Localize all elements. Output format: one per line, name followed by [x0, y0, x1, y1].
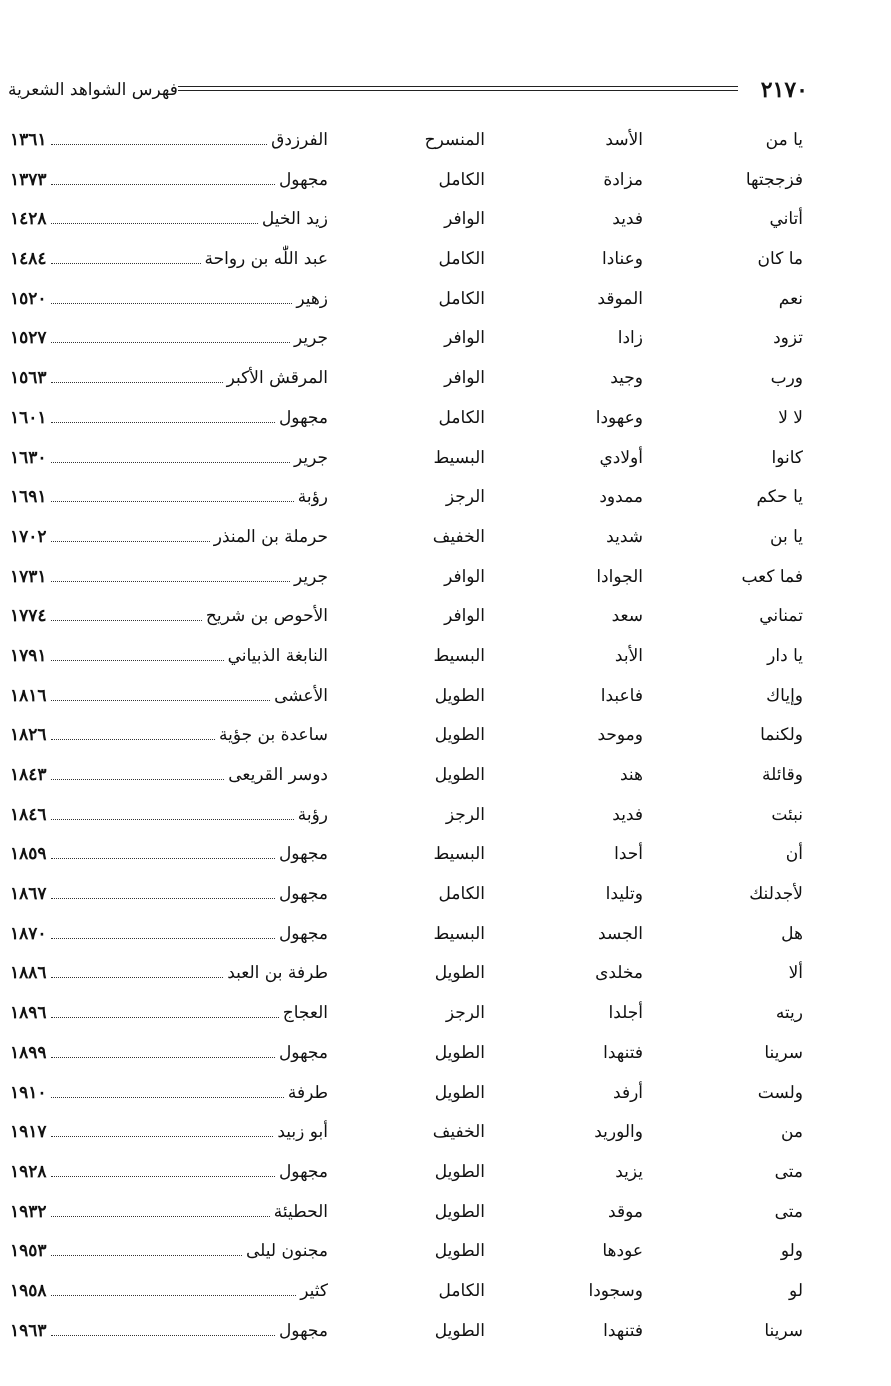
poet-entry	[10, 287, 328, 311]
poet-entry	[10, 604, 328, 628]
dot-leader	[51, 725, 215, 740]
poet-entry	[10, 763, 328, 787]
page-reference: ١٨٨٦	[10, 963, 47, 984]
poetic-meter: الوافر	[444, 328, 485, 349]
verse-opening: يا بن	[770, 526, 803, 547]
dot-leader	[51, 1202, 270, 1217]
page-reference: ١٩١٠	[10, 1082, 47, 1103]
dot-leader	[51, 1003, 279, 1018]
poet-entry	[10, 168, 328, 192]
poet-entry	[10, 1041, 328, 1065]
poet-name: الأعشى	[274, 685, 328, 706]
poet-name: مجهول	[278, 407, 328, 428]
poetic-meter: الطويل	[434, 725, 485, 746]
verse-opening: وقائلة	[762, 765, 803, 785]
table-row	[0, 1033, 891, 1073]
poetic-meter: الطويل	[434, 1320, 485, 1341]
poet-name: جرير	[294, 447, 328, 468]
verse-opening: كانوا	[771, 447, 803, 468]
rhyme-word: الموقد	[597, 288, 643, 309]
page-reference: ١٨٤٣	[10, 765, 47, 785]
verse-opening: يا حكم	[756, 487, 803, 508]
verse-opening: أن	[785, 844, 803, 865]
rhyme-word: الجسد	[598, 923, 643, 944]
poet-entry	[10, 1279, 328, 1303]
page-reference: ١٩١٧	[10, 1122, 47, 1143]
table-row	[0, 874, 891, 914]
poetic-meter: الطويل	[434, 1042, 485, 1063]
rhyme-word: وسجودا	[588, 1280, 643, 1301]
page-reference: ١٩٥٨	[10, 1280, 47, 1301]
verse-opening: ورب	[770, 368, 803, 389]
table-row	[0, 318, 891, 358]
poet-name: عبد اللّٰه بن رواحة	[204, 249, 328, 270]
page-reference: ١٨٦٧	[10, 884, 47, 905]
poet-entry	[10, 723, 328, 747]
table-row	[0, 715, 891, 755]
poetic-meter: الكامل	[438, 169, 485, 190]
poet-entry	[10, 366, 328, 390]
poetic-meter: الرجز	[445, 487, 485, 508]
poetic-meter: الكامل	[438, 407, 485, 428]
poetic-meter: البسيط	[433, 923, 485, 944]
poet-name: زهير	[296, 288, 328, 309]
rhyme-word: فتنهدا	[603, 1042, 643, 1063]
poet-name: جرير	[294, 328, 328, 349]
page-reference: ١٥٦٣	[10, 368, 47, 389]
verse-opening: نعم	[778, 288, 803, 309]
page-reference: ١٣٦١	[10, 130, 47, 150]
rhyme-word: الجوادا	[596, 566, 643, 587]
poet-name: حرملة بن المنذر	[213, 526, 328, 547]
rhyme-word: أحدا	[614, 844, 643, 865]
rhyme-word: الأبد	[614, 645, 643, 666]
verse-opening: نبئت	[771, 804, 803, 825]
dot-leader	[51, 844, 275, 859]
poet-name: أبو زبيد	[277, 1122, 328, 1143]
rhyme-word: هند	[619, 765, 643, 785]
table-row	[0, 1311, 891, 1351]
poet-name: العجاج	[282, 1003, 328, 1024]
page-reference: ١٩٦٣	[10, 1320, 47, 1341]
table-row	[0, 1271, 891, 1311]
rhyme-word: زادا	[617, 328, 643, 349]
rhyme-word: وجيد	[610, 368, 643, 389]
poet-entry	[10, 922, 328, 946]
dot-leader	[51, 646, 224, 661]
table-row	[0, 557, 891, 597]
poetic-meter: الكامل	[438, 288, 485, 309]
rhyme-word: يزيد	[615, 1161, 643, 1182]
table-row	[0, 398, 891, 438]
rhyme-word: وعهودا	[595, 407, 643, 428]
poetic-meter: الطويل	[434, 765, 485, 785]
poet-entry	[10, 326, 328, 350]
page-reference: ١٨١٦	[10, 685, 47, 706]
dot-leader	[51, 527, 210, 542]
table-row	[0, 239, 891, 279]
dot-leader	[51, 408, 275, 423]
poet-entry	[10, 803, 328, 827]
verse-opening: لأجدلنك	[749, 884, 803, 905]
verse-opening: لو	[789, 1280, 803, 1301]
verse-opening: ألا	[788, 963, 803, 984]
page-reference: ١٨٥٩	[10, 844, 47, 865]
poet-entry	[10, 684, 328, 708]
poet-entry	[10, 644, 328, 668]
verse-opening: سرينا	[764, 1042, 803, 1063]
dot-leader	[51, 1043, 275, 1058]
verse-opening: تزود	[773, 328, 803, 349]
table-row	[0, 120, 891, 160]
dot-leader	[51, 686, 271, 701]
poet-name: رؤبة	[297, 487, 328, 508]
verse-opening: متى	[774, 1161, 803, 1182]
rhyme-word: فتنهدا	[603, 1320, 643, 1341]
dot-leader	[51, 289, 293, 304]
page-reference: ١٥٢٠	[10, 288, 47, 309]
page-reference: ١٧٣١	[10, 566, 47, 587]
poet-name: مجنون ليلى	[246, 1241, 328, 1262]
table-row	[0, 279, 891, 319]
dot-leader	[51, 805, 294, 820]
dot-leader	[51, 963, 224, 978]
table-row	[0, 1192, 891, 1232]
dot-leader	[51, 924, 275, 939]
poet-name: طرفة بن العبد	[227, 963, 328, 984]
rhyme-word: عودها	[602, 1241, 643, 1262]
dot-leader	[51, 1162, 275, 1177]
verse-opening: ولو	[780, 1241, 803, 1262]
table-row	[0, 199, 891, 239]
table-row	[0, 596, 891, 636]
rhyme-word: فاعبدا	[600, 685, 643, 706]
poet-name: زيد الخيل	[261, 209, 328, 230]
verse-opening: ولست	[757, 1082, 803, 1103]
table-row	[0, 517, 891, 557]
dot-leader	[51, 130, 268, 145]
poet-entry	[10, 128, 328, 152]
dot-leader	[51, 884, 275, 899]
table-row	[0, 438, 891, 478]
poetic-meter: البسيط	[433, 844, 485, 865]
table-row	[0, 1073, 891, 1113]
verse-opening: سرينا	[764, 1320, 803, 1341]
dot-leader	[51, 448, 290, 463]
poet-entry	[10, 247, 328, 271]
verse-opening: أتاني	[769, 209, 803, 230]
dot-leader	[51, 368, 223, 383]
poetic-meter: الوافر	[444, 566, 485, 587]
poetic-meter: الكامل	[438, 249, 485, 270]
header-rule	[178, 86, 738, 91]
table-row	[0, 636, 891, 676]
poet-entry	[10, 565, 328, 589]
poet-name: مجهول	[278, 884, 328, 905]
rhyme-word: وتليدا	[605, 884, 643, 905]
table-row	[0, 477, 891, 517]
page-reference: ١٧٧٤	[10, 606, 47, 627]
rhyme-word: سعد	[611, 606, 643, 627]
verse-opening: ريته	[775, 1003, 803, 1024]
dot-leader	[51, 209, 258, 224]
poetic-meter: الخفيف	[432, 526, 485, 547]
table-row	[0, 358, 891, 398]
page-reference: ١٩٢٨	[10, 1161, 47, 1182]
dot-leader	[51, 249, 201, 264]
poetic-meter: الوافر	[444, 606, 485, 627]
poetic-meter: البسيط	[433, 645, 485, 666]
poet-name: دوسر القريعى	[228, 765, 328, 785]
index-table	[0, 120, 891, 1350]
table-row	[0, 914, 891, 954]
rhyme-word: فديد	[612, 804, 643, 825]
page-reference: ١٨٧٠	[10, 923, 47, 944]
poet-name: رؤبة	[297, 804, 328, 825]
poetic-meter: الطويل	[434, 1201, 485, 1222]
poetic-meter: الوافر	[444, 209, 485, 230]
poet-entry	[10, 1319, 328, 1343]
verse-opening: يا دار	[767, 645, 803, 666]
table-row	[0, 795, 891, 835]
poetic-meter: الرجز	[445, 1003, 485, 1024]
poet-name: مجهول	[278, 844, 328, 865]
poet-entry	[10, 842, 328, 866]
poet-name: ساعدة بن جؤية	[218, 725, 328, 746]
poet-name: مجهول	[278, 923, 328, 944]
verse-opening: ما كان	[757, 249, 803, 270]
table-row	[0, 834, 891, 874]
rhyme-word: أرفد	[613, 1082, 643, 1103]
dot-leader	[51, 567, 290, 582]
rhyme-word: مزادة	[603, 169, 643, 190]
page-title: فهرس الشواهد الشعرية	[8, 80, 178, 100]
page-reference: ١٨٩٦	[10, 1003, 47, 1024]
poet-name: جرير	[294, 566, 328, 587]
page-reference: ١٨٩٩	[10, 1042, 47, 1063]
poet-name: النابغة الذبياني	[227, 645, 328, 666]
table-row	[0, 953, 891, 993]
dot-leader	[51, 1083, 284, 1098]
poet-name: كثير	[300, 1280, 328, 1301]
page-reference: ١٦٩١	[10, 487, 47, 508]
poet-name: مجهول	[278, 1161, 328, 1182]
poet-name: الأحوص بن شريح	[205, 606, 328, 627]
page-reference: ١٩٣٢	[10, 1201, 47, 1222]
page-reference: ١٦٠١	[10, 407, 47, 428]
page-reference: ١٧٠٢	[10, 526, 47, 547]
poet-name: طرفة	[287, 1082, 328, 1103]
poet-name: الحطيئة	[273, 1201, 328, 1222]
poet-name: مجهول	[278, 1320, 328, 1341]
poetic-meter: المنسرح	[424, 130, 485, 150]
rhyme-word: موقد	[608, 1201, 643, 1222]
table-row	[0, 993, 891, 1033]
rhyme-word: مخلدى	[595, 963, 643, 984]
poet-entry	[10, 1200, 328, 1224]
page-reference: ١٥٢٧	[10, 328, 47, 349]
rhyme-word: أولادي	[599, 447, 643, 468]
poetic-meter: الطويل	[434, 963, 485, 984]
verse-opening: فزججتها	[745, 169, 803, 190]
table-row	[0, 676, 891, 716]
dot-leader	[51, 606, 202, 621]
poetic-meter: البسيط	[433, 447, 485, 468]
poet-name: المرقش الأكبر	[226, 368, 328, 389]
dot-leader	[51, 170, 275, 185]
rhyme-word: أجلدا	[608, 1003, 643, 1024]
verse-opening: ولكنما	[760, 725, 803, 746]
dot-leader	[51, 487, 294, 502]
page-reference: ١٤٢٨	[10, 209, 47, 230]
poetic-meter: الخفيف	[432, 1122, 485, 1143]
poetic-meter: الرجز	[445, 804, 485, 825]
poet-entry	[10, 882, 328, 906]
rhyme-word: شديد	[606, 526, 643, 547]
poet-entry	[10, 485, 328, 509]
poet-entry	[10, 525, 328, 549]
verse-opening: يا من	[765, 130, 803, 150]
poet-entry	[10, 1120, 328, 1144]
rhyme-word: والوريد	[594, 1122, 643, 1143]
poetic-meter: الطويل	[434, 685, 485, 706]
dot-leader	[51, 328, 290, 343]
dot-leader	[51, 1241, 242, 1256]
poet-entry	[10, 1001, 328, 1025]
dot-leader	[51, 1321, 275, 1336]
verse-opening: وإياك	[766, 685, 803, 706]
rhyme-word: فديد	[612, 209, 643, 230]
rhyme-word: الأسد	[605, 130, 643, 150]
page-reference: ١٣٧٣	[10, 169, 47, 190]
page-reference: ١٨٤٦	[10, 804, 47, 825]
dot-leader	[51, 1281, 297, 1296]
page-reference: ١٦٣٠	[10, 447, 47, 468]
page-header	[8, 76, 808, 106]
verse-opening: لا لا	[778, 407, 803, 428]
page-reference: ١٨٢٦	[10, 725, 47, 746]
dot-leader	[51, 765, 225, 780]
poetic-meter: الطويل	[434, 1082, 485, 1103]
page-reference: ١٤٨٤	[10, 249, 47, 270]
verse-opening: متى	[774, 1201, 803, 1222]
poet-name: الفرزدق	[271, 130, 328, 150]
table-row	[0, 755, 891, 795]
poet-entry	[10, 446, 328, 470]
poet-name: مجهول	[278, 169, 328, 190]
table-row	[0, 1231, 891, 1271]
poetic-meter: الطويل	[434, 1161, 485, 1182]
table-row	[0, 1152, 891, 1192]
poetic-meter: الطويل	[434, 1241, 485, 1262]
table-row	[0, 160, 891, 200]
rhyme-word: وعنادا	[602, 249, 643, 270]
dot-leader	[51, 1122, 274, 1137]
poet-entry	[10, 1160, 328, 1184]
page-reference: ١٩٥٣	[10, 1241, 47, 1262]
table-row	[0, 1112, 891, 1152]
page-reference: ١٧٩١	[10, 645, 47, 666]
page-number: ٢١٧٠	[760, 77, 808, 103]
poet-entry	[10, 207, 328, 231]
poet-entry	[10, 961, 328, 985]
poet-entry	[10, 1081, 328, 1105]
rhyme-word: وموحد	[597, 725, 643, 746]
rhyme-word: ممدود	[599, 487, 643, 508]
verse-opening: تمناني	[759, 606, 803, 627]
poet-entry	[10, 1239, 328, 1263]
poetic-meter: الكامل	[438, 884, 485, 905]
poet-entry	[10, 406, 328, 430]
verse-opening: من	[780, 1122, 803, 1143]
poet-name: مجهول	[278, 1042, 328, 1063]
poetic-meter: الكامل	[438, 1280, 485, 1301]
verse-opening: هل	[781, 923, 803, 944]
verse-opening: فما كعب	[741, 566, 803, 587]
poetic-meter: الوافر	[444, 368, 485, 389]
